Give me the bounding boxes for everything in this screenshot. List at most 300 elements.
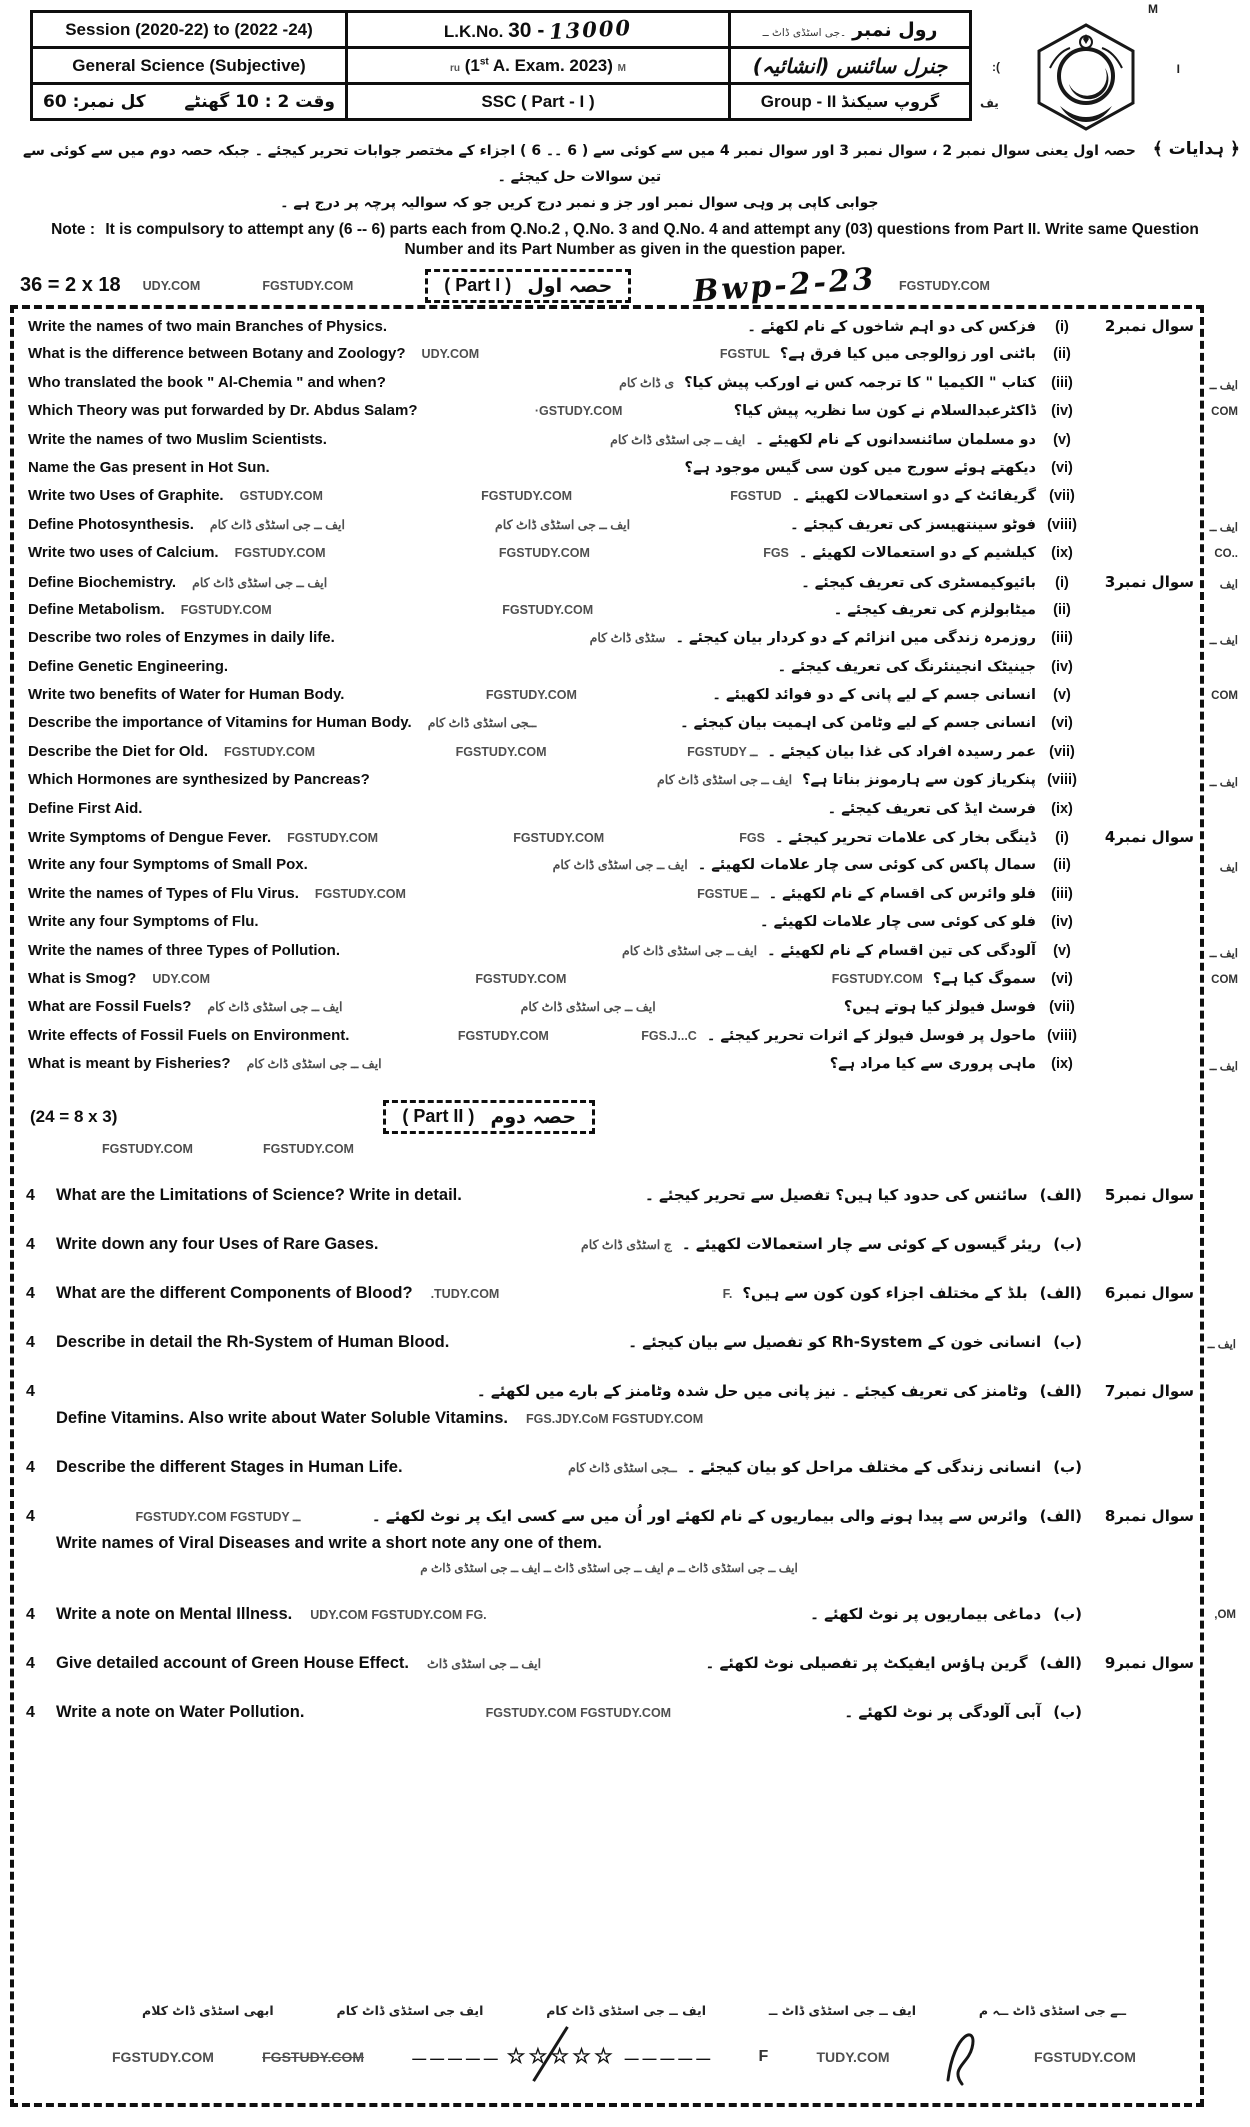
question-row — [22, 572, 1238, 601]
question-row — [22, 544, 1238, 572]
group-label: Group - II — [760, 91, 837, 111]
urdu-question: فوسل فیولز کیا ہوتے ہیں؟ — [843, 999, 1036, 1016]
margin-mark: ایف ــ — [1207, 1338, 1236, 1351]
roll-number-note: ۔جی اسٹڈی ڈاٹ ــ — [762, 26, 847, 39]
part-number: (iv) — [1051, 914, 1073, 931]
part-number: (i) — [1055, 574, 1069, 591]
margin-mark: ایف ــ — [1209, 635, 1238, 648]
part2-heading-en: ( Part II ) — [402, 1106, 475, 1127]
urdu-question: فلو وائرس کی اقسام کے نام لکھیئے ۔ — [768, 885, 1036, 902]
part2-heading-ur: حصہ دوم — [490, 1105, 577, 1128]
question-row — [22, 913, 1196, 941]
header-table — [30, 10, 972, 121]
roll-number-cell — [730, 12, 971, 48]
urdu-question: فوٹو سینتھیسز کی تعریف کیجئے ۔ — [790, 516, 1036, 533]
question-row — [26, 1382, 1194, 1401]
part-number: (vi) — [1051, 459, 1073, 476]
urdu-question: فرسٹ ایڈ کی تعریف کیجئے ۔ — [827, 800, 1036, 817]
watermark: FGSTUDY ــ — [687, 744, 758, 759]
question-label: سوال نمبر7 — [1104, 1381, 1194, 1400]
english-question: Give detailed account of Green House Effect. — [56, 1653, 410, 1672]
urdu-question: کیلشیم کے دو استعمالات لکھیئے ۔ — [798, 545, 1036, 562]
urdu-question: کتاب " الکیمیا " کا ترجمہ کس نے اورکب پیش کیا؟ — [684, 374, 1036, 391]
english-question: What is Smog? — [28, 969, 137, 987]
instructions-heading: ﴿ ہدایات ﴾ — [1152, 139, 1240, 159]
margin-mark: ایف ــ — [1209, 777, 1238, 790]
english-question: Describe two roles of Enzymes in daily life. — [28, 629, 335, 647]
question-row — [22, 317, 1196, 345]
stray-mark: M — [1148, 2, 1158, 16]
part2-marks-formula: (24 = 8 x 3) — [30, 1106, 118, 1126]
part-number: (iii) — [1051, 630, 1073, 647]
stray-mark: :( — [992, 60, 1000, 74]
english-question: Name the Gas present in Hot Sun. — [28, 458, 270, 476]
question-row — [26, 1654, 1194, 1673]
footer-bottom-row — [22, 2018, 1196, 2091]
urdu-question: سمال پاکس کی کوئی سی چار علامات لکھیئے ۔ — [697, 857, 1036, 874]
watermark: UDY.COM FGSTUDY.COM FG. — [310, 1607, 487, 1622]
session-cell: Session (2020-22) to (2022 -24) — [32, 12, 347, 48]
urdu-question: وائرس سے پیدا ہونے والی بیماریوں کے نام لکھئے اور اُن میں سے کسی ایک پر نوٹ لکھئے ۔ — [371, 1506, 1028, 1525]
part1-marks-formula: 36 = 2 x 18 — [20, 274, 121, 296]
part-number: (ii) — [1053, 346, 1071, 363]
urdu-question: باٹنی اور زوالوجی میں کیا فرق ہے؟ — [779, 346, 1036, 363]
question-row — [22, 459, 1196, 487]
part-number: (vii) — [1049, 999, 1075, 1016]
english-question: Describe the importance of Vitamins for Human Body. — [28, 714, 412, 732]
sub-part-label: (ب) — [1053, 1604, 1082, 1623]
watermark: FGSTUDY.COM FGSTUDY.COM — [485, 1705, 672, 1720]
page-footer — [22, 1983, 1196, 2091]
lk-no-cell — [347, 12, 730, 48]
sub-part-label: (ب) — [1053, 1234, 1082, 1253]
urdu-question: دیکھتے ہوئے سورج میں کون سی گیس موجود ہے؟ — [684, 459, 1036, 476]
time-label: وقت 2 : 10 گھنٹے — [184, 92, 335, 112]
time-marks-cell — [32, 84, 347, 120]
lk-no-handwritten: 13000 — [548, 14, 633, 44]
star-glyphs: ☆☆☆☆☆ — [506, 2045, 616, 2068]
sub-part-label: (الف) — [1039, 1653, 1082, 1672]
marks-value: 4 — [26, 1382, 35, 1400]
watermark: ایف ــ جی اسٹڈی ڈاٹ کام — [621, 943, 758, 958]
stars-decoration: — — — — — ☆☆☆☆☆ — — — — — — [412, 2044, 710, 2069]
watermark: FGS.J...C — [641, 1028, 697, 1043]
watermark: سٹڈی ڈاٹ کام — [589, 631, 666, 646]
marks-value: 4 — [26, 1333, 35, 1351]
english-question: Write down any four Uses of Rare Gases. — [56, 1234, 379, 1253]
watermark: FGSTUDY.COM — [262, 1141, 354, 1156]
english-question: Define Photosynthesis. — [28, 515, 194, 533]
question-label: سوال نمبر9 — [1104, 1653, 1194, 1672]
watermark: ایف ــ جی اسٹڈی ڈاٹ کام — [209, 517, 345, 532]
margin-mark: COM — [1211, 973, 1238, 986]
english-question: Define Biochemistry. — [28, 573, 177, 591]
part-number: (ix) — [1051, 800, 1073, 817]
marks-value: 4 — [26, 1284, 35, 1302]
question-row — [26, 1534, 1194, 1553]
english-question: Write the names of Types of Flu Virus. — [28, 884, 299, 902]
english-question: Write Symptoms of Dengue Fever. — [28, 829, 272, 847]
question-row — [22, 714, 1196, 742]
watermark: ایف ــ جی اسٹڈی ڈاٹ — [427, 1656, 542, 1671]
watermark: ــے جی اسٹڈی ڈاٹ ــہ م — [978, 2003, 1126, 2018]
watermark: FGSTUL — [719, 347, 770, 362]
page-header — [30, 2, 1250, 128]
question-row — [26, 1703, 1194, 1722]
question-row — [26, 1409, 1194, 1428]
english-question: Write any four Symptoms of Small Pox. — [28, 856, 308, 874]
watermark: ایف ــ جی اسٹڈی ڈاٹ کام — [657, 773, 793, 788]
english-question: Which Hormones are synthesized by Pancreas? — [28, 771, 370, 789]
english-question: Write the names of two Muslim Scientists. — [28, 430, 327, 448]
watermark: ایف ــ جی اسٹڈی ڈاٹ ــ — [768, 2003, 917, 2018]
question-label: سوال نمبر4 — [1104, 828, 1194, 847]
english-question: Define Vitamins. Also write about Water Soluble Vitamins. — [56, 1408, 509, 1427]
sub-part-label: (الف) — [1039, 1185, 1082, 1204]
instruction-line-1: حصہ اول یعنی سوال نمبر 2 ، سوال نمبر 3 اور سوال نمبر 4 میں سے کوئی سے ( 6 ۔۔ 6 ) اجزاء کے مختصر جوابات تحریر کیجئے ۔ جبکہ حصہ دوم میں سے کوئی سے تین سوالات حل کیجئے ۔ — [22, 143, 1136, 185]
question-row — [22, 345, 1196, 373]
part-number: (ii) — [1053, 857, 1071, 874]
urdu-question: سائنس کی حدود کیا ہیں؟ تفصیل سے تحریر کیجئے ۔ — [644, 1185, 1028, 1204]
urdu-question: بائیوکیمسٹری کی تعریف کیجئے ۔ — [801, 574, 1036, 591]
watermark: ایف ــ جی اسٹڈی ڈاٹ کام — [610, 432, 746, 447]
watermark: .TUDY.COM — [430, 1286, 500, 1301]
watermark: FGSTUDY.COM — [455, 744, 547, 759]
watermark-row — [102, 1142, 1196, 1156]
watermark: FGSTUDY.COM — [481, 489, 573, 504]
part-number: (viii) — [1047, 1027, 1077, 1044]
question-row — [22, 998, 1196, 1026]
watermark: ی ڈاٹ کام — [619, 375, 675, 390]
watermark: FGSTUDY.COM — [262, 2048, 365, 2065]
english-question: Describe the different Stages in Human Life. — [56, 1457, 403, 1476]
watermark: FGSTUDY.COM — [475, 971, 567, 986]
urdu-question: ڈاکٹرعبدالسلام نے کون سا نظریہ پیش کیا؟ — [733, 403, 1036, 420]
part-number: (i) — [1055, 830, 1069, 847]
english-question: Write the names of three Types of Pollution. — [28, 941, 340, 959]
question-row — [26, 1458, 1194, 1477]
signature-icon — [938, 2022, 986, 2086]
margin-mark: ایف — [1219, 862, 1238, 875]
part1-heading-ur: حصہ اول — [527, 274, 613, 297]
subject-en-cell: General Science (Subjective) — [32, 48, 347, 84]
watermark: ·GSTUDY.COM — [534, 404, 623, 419]
urdu-question: عمر رسیدہ افراد کی غذا بیان کیجئے ۔ — [767, 743, 1036, 760]
exam-stray-left: ru — [450, 62, 461, 74]
watermark: ایف ــ جی اسٹڈی ڈاٹ کام — [552, 858, 688, 873]
english-question: Write any four Symptoms of Flu. — [28, 913, 259, 931]
stray-mark: I — [1176, 62, 1180, 76]
part-number: (viii) — [1047, 772, 1077, 789]
sub-part-label: (ب) — [1053, 1457, 1082, 1476]
question-label: سوال نمبر3 — [1104, 572, 1194, 591]
footer-watermark-row — [22, 2003, 1196, 2018]
marks-value: 4 — [26, 1458, 35, 1476]
watermark: FGSTUDY.COM — [498, 546, 590, 561]
sub-part-label: (الف) — [1039, 1283, 1082, 1302]
watermark: ایف ــ جی اسٹڈی ڈاٹ کام — [520, 1000, 656, 1015]
lk-no-label: L.K.No. — [443, 21, 504, 41]
urdu-question: فلو کی کوئی سی چار علامات لکھیئے ۔ — [760, 914, 1036, 931]
stray-letter: F — [758, 2047, 769, 2065]
watermark: ایف ــ جی اسٹڈی ڈاٹ کام — [495, 517, 631, 532]
english-question: What is the difference between Botany and Zoology? — [28, 345, 406, 363]
watermark: FGSTUDY.COM — [513, 831, 605, 846]
watermark: ج اسٹڈی ڈاٹ کام — [580, 1237, 672, 1252]
watermark: FGSTUD — [730, 489, 782, 504]
exam-title-cell — [347, 48, 730, 84]
instruction-line-2: جوابی کاپی پر وہی سوال نمبر اور جز و نمبر درج کریں جو کہ سوالیہ پرچہ پر درج ہے ۔ — [280, 195, 879, 211]
marks-value: 4 — [26, 1507, 35, 1525]
english-question: Define Genetic Engineering. — [28, 657, 229, 675]
urdu-question: جینیٹک انجینئرنگ کی تعریف کیجئے ۔ — [777, 658, 1036, 675]
sub-part-label: (ب) — [1053, 1332, 1082, 1351]
question-row — [22, 885, 1196, 913]
part-number: (iv) — [1051, 658, 1073, 675]
english-question: Define Metabolism. — [28, 600, 165, 618]
urdu-question: انسانی جسم کے لیے پانی کے دو فوائد لکھیئے ۔ — [712, 687, 1036, 704]
english-question: Write names of Viral Diseases and write a short note any one of them. — [56, 1533, 602, 1552]
english-question: Write two uses of Calcium. — [28, 544, 219, 562]
sub-part-label: (ب) — [1053, 1702, 1082, 1721]
question-row — [22, 515, 1238, 544]
marks-value: 4 — [26, 1654, 35, 1672]
part-number: (iii) — [1051, 374, 1073, 391]
watermark: ــجی اسٹڈی ڈاٹ کام — [427, 716, 537, 731]
note-label: Note : — [51, 221, 96, 238]
watermark: ایف جی اسٹڈی ڈاٹ کام — [336, 2003, 484, 2018]
question-row — [22, 686, 1238, 714]
urdu-question: گرین ہاؤس ایفیکٹ پر تفصیلی نوٹ لکھئے ۔ — [705, 1653, 1028, 1672]
watermark: FGSTUE ــ — [697, 886, 759, 901]
watermark: FGSTUDY.COM — [314, 886, 406, 901]
urdu-question: دو مسلمان سائنسدانوں کے نام لکھیئے ۔ — [755, 431, 1036, 448]
part-number: (ii) — [1053, 601, 1071, 618]
watermark: F. — [722, 1286, 733, 1301]
english-question: Write effects of Fossil Fuels on Environment. — [28, 1026, 350, 1044]
question-row — [22, 658, 1196, 686]
watermark: UDY.COM — [421, 347, 480, 362]
watermark: ابھی اسٹڈی ڈاٹ کلام — [142, 2003, 274, 2018]
board-seal-icon — [1030, 22, 1142, 132]
watermark: FGSTUDY.COM — [457, 1028, 549, 1043]
watermark: UDY.COM — [152, 971, 210, 986]
note-text: It is compulsory to attempt any (6 -- 6) parts each from Q.No.2 , Q.No. 3 and Q.No. 4 and attempt any (03) questions from Part II. Write same Question Number and its Part Number as given in the question paper. — [105, 221, 1199, 258]
watermark: FGS — [739, 831, 765, 846]
question-row — [22, 743, 1196, 771]
marks-value: 4 — [26, 1605, 35, 1623]
part-number: (ix) — [1051, 545, 1073, 562]
urdu-question: پنکریاز کون سے ہارمونز بناتا ہے؟ — [802, 772, 1036, 789]
watermark: FGS — [763, 546, 789, 561]
watermark: ایف ــ جی اسٹڈی ڈاٹ کام — [192, 575, 328, 590]
watermark-line: ایف ــ جی اسٹڈی ڈاٹ ــ م ایف ــ جی اسٹڈی ڈاٹ ــ ایف ــ جی اسٹڈی ڈاٹ م — [420, 1560, 798, 1575]
part-number: (ix) — [1051, 1056, 1073, 1073]
english-question: What are the different Components of Blood? — [56, 1283, 413, 1302]
watermark: FGSTUDY.COM — [1034, 2048, 1136, 2065]
watermark: FGSTUDY.COM — [485, 688, 577, 703]
urdu-question: سموگ کیا ہے؟ — [932, 970, 1036, 987]
total-marks-label: کل نمبر: 60 — [43, 91, 146, 112]
english-question: Write two Uses of Graphite. — [28, 487, 224, 505]
urdu-question: انسانی خون کے Rh-System کو تفصیل سے بیان کیجئے ۔ — [628, 1332, 1042, 1351]
question-row — [26, 1332, 1236, 1352]
question-label: سوال نمبر8 — [1104, 1506, 1194, 1525]
margin-mark: ,OM — [1214, 1608, 1236, 1621]
part-number: (vi) — [1051, 970, 1073, 987]
question-row — [26, 1284, 1194, 1303]
urdu-question: آلودگی کی تین اقسام کے نام لکھیئے ۔ — [767, 942, 1036, 959]
lk-no-value: 30 - — [508, 18, 545, 42]
watermark: FGSTUDY.COM — [234, 546, 326, 561]
english-question: Define First Aid. — [28, 799, 143, 817]
question-row — [22, 800, 1196, 828]
watermark: GSTUDY.COM — [239, 489, 323, 504]
exam-stray-right: M — [617, 62, 626, 74]
english-question: Describe in detail the Rh-System of Human Blood. — [56, 1332, 450, 1351]
english-question: What are Fossil Fuels? — [28, 998, 192, 1016]
roll-number-label: رول نمبر — [852, 18, 938, 41]
signature-mark — [938, 2022, 986, 2091]
english-question: Write a note on Mental Illness. — [56, 1604, 293, 1623]
watermark: FGSTUDY.COM — [898, 278, 990, 293]
watermark: FGSTUDY.COM — [502, 602, 594, 617]
question-row — [22, 373, 1238, 402]
margin-mark: CO.. — [1214, 548, 1238, 561]
english-question: What are the Limitations of Science? Write in detail. — [56, 1185, 462, 1204]
watermark: ایف ــ جی اسٹڈی ڈاٹ کام — [246, 1057, 382, 1072]
part-number: (v) — [1053, 687, 1071, 704]
urdu-question: فزکس کی دو اہم شاخوں کے نام لکھئے ۔ — [747, 319, 1036, 335]
question-label: سوال نمبر2 — [1104, 317, 1194, 335]
watermark: ایف ــ جی اسٹڈی ڈاٹ کام — [207, 1000, 343, 1015]
part2-heading — [383, 1100, 595, 1134]
english-question: What is meant by Fisheries? — [28, 1055, 231, 1073]
english-question: Write the names of two main Branches of Physics. — [28, 318, 387, 335]
urdu-question: وٹامنز کی تعریف کیجئے ۔ نیز پانی میں حل شدہ وٹامنز کے بارے میں لکھئے ۔ — [476, 1381, 1028, 1400]
urdu-question: ماہی پروری سے کیا مراد ہے؟ — [829, 1056, 1036, 1073]
question-row — [22, 402, 1238, 430]
margin-mark: COM — [1211, 690, 1238, 703]
watermark: FGSTUDY.COM — [831, 971, 923, 986]
watermark: TUDY.COM — [816, 2048, 890, 2065]
group-label-urdu: گروپ سیکنڈ — [841, 91, 940, 111]
instructions — [16, 138, 1240, 216]
question-row — [22, 941, 1238, 970]
question-row — [22, 487, 1196, 515]
english-question: Describe the Diet for Old. — [28, 742, 209, 760]
margin-mark: ایف ــ — [1209, 1061, 1238, 1074]
part-number: (iv) — [1051, 403, 1073, 420]
handwritten-code: Bwp-2-23 — [692, 261, 878, 310]
marks-value: 4 — [26, 1235, 35, 1253]
question-row — [26, 1235, 1194, 1254]
question-row — [22, 629, 1238, 657]
part1-heading-en: ( Part I ) — [444, 275, 512, 295]
sub-part-label: (الف) — [1039, 1506, 1082, 1525]
margin-mark: ایف — [1219, 578, 1238, 591]
part-number: (vi) — [1051, 715, 1073, 732]
board-logo — [1030, 22, 1142, 137]
margin-mark: COM — [1211, 406, 1238, 419]
question-label: سوال نمبر6 — [1104, 1283, 1194, 1302]
question-row — [22, 431, 1196, 459]
question-row — [26, 1186, 1194, 1205]
group-cell — [730, 84, 971, 120]
urdu-question: انسانی جسم کے لیے وٹامن کی اہمیت بیان کیجئے ۔ — [680, 715, 1036, 732]
question-box — [10, 305, 1238, 2107]
stray-mark: یف — [980, 96, 999, 110]
time-marks-row — [43, 91, 335, 112]
watermark: ایف ــ جی اسٹڈی ڈاٹ کام — [546, 2003, 706, 2018]
watermark: FGSTUDY.COM — [102, 1141, 193, 1156]
question-label: سوال نمبر5 — [1104, 1185, 1194, 1204]
watermark: FGSTUDY.COM — [224, 744, 316, 759]
part1-heading — [425, 269, 631, 303]
question-row — [22, 969, 1238, 998]
urdu-question: گریفائٹ کے دو استعمالات لکھیئے ۔ — [791, 488, 1036, 505]
part-number: (vii) — [1049, 743, 1075, 760]
ssc-part-cell: SSC ( Part - I ) — [347, 84, 730, 120]
question-row — [26, 1604, 1236, 1624]
part1-heading-row — [20, 261, 1234, 310]
question-row — [22, 771, 1238, 799]
watermark: FGSTUDY.COM — [112, 2048, 214, 2065]
part2-questions — [22, 1156, 1236, 1722]
watermark: FGS.JDY.CoM FGSTUDY.COM — [526, 1411, 704, 1426]
marks-value: 4 — [26, 1186, 35, 1204]
marks-value: 4 — [26, 1703, 35, 1721]
urdu-question: روزمرہ زندگی میں انزائم کے دو کردار بیان کیجئے ۔ — [675, 630, 1036, 647]
part-number: (i) — [1055, 319, 1069, 335]
urdu-question: بلڈ کے مختلف اجزاء کون کون سے ہیں؟ — [742, 1283, 1028, 1302]
question-row — [22, 1055, 1238, 1083]
question-row — [22, 1027, 1196, 1055]
urdu-question: ریئر گیسوں کے کوئی سے چار استعمالات لکھیئے ۔ — [681, 1234, 1042, 1253]
margin-mark: ایف ــ — [1209, 379, 1238, 392]
english-question: Who translated the book " Al-Chemia " and when? — [28, 373, 386, 391]
margin-mark: ایف ــ — [1209, 947, 1238, 960]
urdu-question: انسانی زندگی کے مختلف مراحل کو بیان کیجئے ۔ — [686, 1457, 1042, 1476]
part1-questions — [22, 317, 1238, 1084]
watermark: FGSTUDY.COM — [180, 602, 272, 617]
part-number: (v) — [1053, 431, 1071, 448]
urdu-question: ڈینگی بخار کی علامات تحریر کیجئے ۔ — [775, 830, 1036, 847]
question-row — [26, 1507, 1194, 1526]
part-number: (v) — [1053, 942, 1071, 959]
subject-ur-cell: جنرل سائنس (انشائیہ) — [730, 48, 971, 84]
question-row — [22, 856, 1238, 884]
watermark: FGSTUDY.COM — [287, 831, 379, 846]
urdu-question: میٹابولزم کی تعریف کیجئے ۔ — [833, 601, 1036, 618]
watermark: UDY.COM — [142, 278, 201, 293]
part-number: (viii) — [1047, 516, 1077, 533]
sub-part-label: (الف) — [1039, 1381, 1082, 1400]
question-row — [22, 601, 1196, 629]
exam-title: (1st A. Exam. 2023) — [464, 55, 613, 75]
urdu-question: ماحول پر فوسل فیولز کے اثرات تحریر کیجئے ۔ — [706, 1027, 1036, 1044]
note — [34, 220, 1216, 260]
english-question: Write a note on Water Pollution. — [56, 1702, 305, 1721]
part-number: (iii) — [1051, 885, 1073, 902]
english-question: Which Theory was put forwarded by Dr. Abdus Salam? — [28, 402, 418, 420]
question-row — [22, 828, 1196, 856]
part-number: (vii) — [1049, 488, 1075, 505]
urdu-question: آبی آلودگی پر نوٹ لکھئے ۔ — [844, 1702, 1042, 1721]
urdu-question: دماغی بیماریوں پر نوٹ لکھئے ۔ — [810, 1604, 1042, 1623]
margin-mark: ایف ــ — [1209, 521, 1238, 534]
english-question: Write two benefits of Water for Human Body. — [28, 686, 345, 704]
